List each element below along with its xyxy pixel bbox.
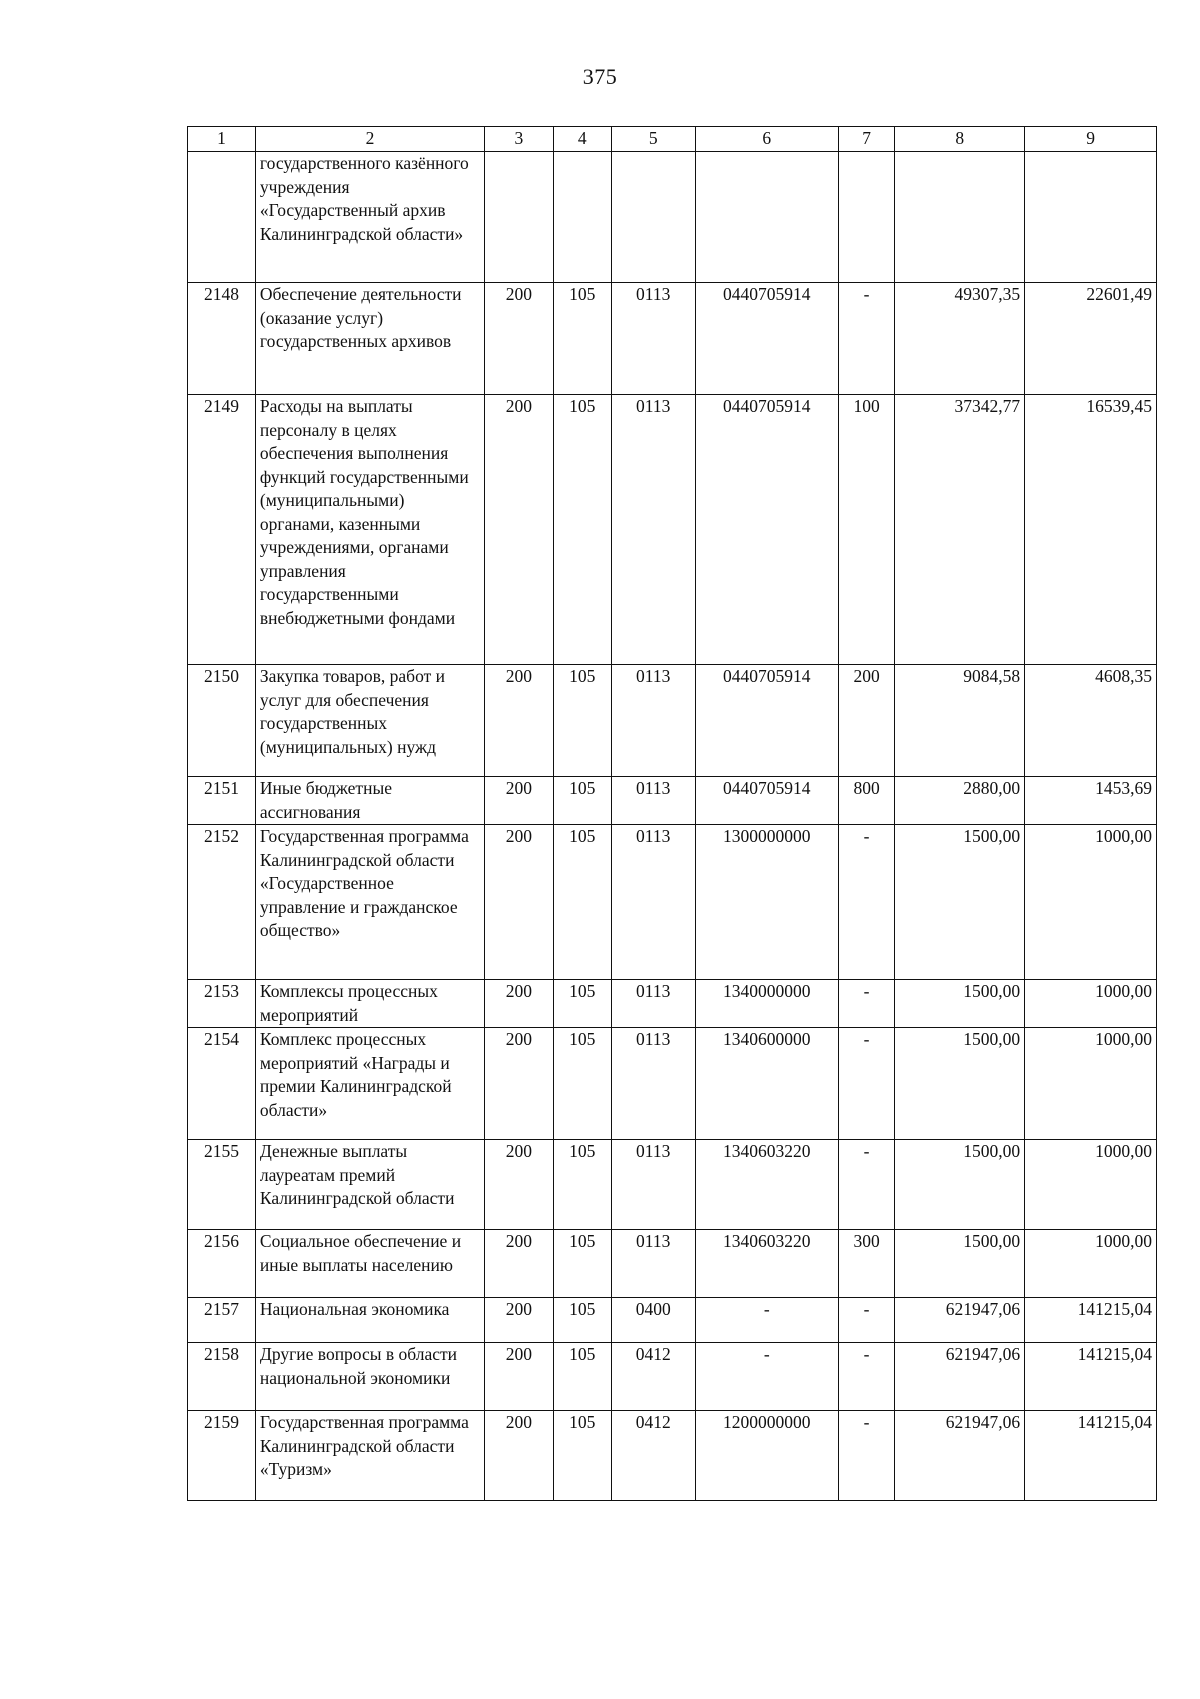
header-cell-8: 8 [895, 127, 1025, 152]
cell-col-3: 200 [484, 1298, 553, 1343]
cell-col-8: 1500,00 [895, 1230, 1025, 1298]
cell-item-name: Денежные выплаты лауреатам премий Калининградской области [255, 1140, 484, 1230]
cell-col-4: 105 [553, 980, 611, 1028]
cell-row-number: 2158 [188, 1343, 256, 1411]
cell-col-9: 1000,00 [1025, 1028, 1157, 1140]
cell-col-9: 4608,35 [1025, 665, 1157, 777]
cell-col-6: 0440705914 [695, 777, 838, 825]
cell-col-7: - [838, 283, 895, 395]
cell-col-9: 22601,49 [1025, 283, 1157, 395]
table-row [188, 1343, 1157, 1411]
cell-col-5: 0113 [611, 1230, 695, 1298]
cell-col-7: 300 [838, 1230, 895, 1298]
page-number: 375 [582, 64, 618, 89]
cell-col-6: 0440705914 [695, 283, 838, 395]
cell-col-7: - [838, 1028, 895, 1140]
cell-item-name: Расходы на выплаты персоналу в целях обеспечения выполнения функций государственными (муниципальными) органами, казенными учреждениями, органами управления государственными внебюджетными фондами [255, 395, 484, 665]
cell-col-5: 0412 [611, 1411, 695, 1501]
cell-item-name: Закупка товаров, работ и услуг для обеспечения государственных (муниципальных) нужд [255, 665, 484, 777]
cell-item-name: Обеспечение деятельности (оказание услуг) государственных архивов [255, 283, 484, 395]
cell-col-8: 1500,00 [895, 1028, 1025, 1140]
cell-col-6: 0440705914 [695, 665, 838, 777]
cell-col-5 [611, 152, 695, 283]
cell-col-3: 200 [484, 1230, 553, 1298]
header-cell-2: 2 [255, 127, 484, 152]
cell-col-6: - [695, 1343, 838, 1411]
header-cell-9: 9 [1025, 127, 1157, 152]
cell-col-8: 9084,58 [895, 665, 1025, 777]
cell-col-4: 105 [553, 1411, 611, 1501]
cell-row-number: 2155 [188, 1140, 256, 1230]
cell-col-7: 200 [838, 665, 895, 777]
cell-col-6: 0440705914 [695, 395, 838, 665]
cell-row-number: 2154 [188, 1028, 256, 1140]
cell-col-5: 0113 [611, 283, 695, 395]
cell-item-name: Национальная экономика [255, 1298, 484, 1343]
cell-row-number: 2148 [188, 283, 256, 395]
cell-col-7: 100 [838, 395, 895, 665]
table-row [188, 1298, 1157, 1343]
cell-col-8: 2880,00 [895, 777, 1025, 825]
cell-col-9: 1000,00 [1025, 825, 1157, 980]
table-row [188, 1411, 1157, 1501]
cell-item-name: Иные бюджетные ассигнования [255, 777, 484, 825]
cell-item-name: Комплексы процессных мероприятий [255, 980, 484, 1028]
cell-col-8: 1500,00 [895, 825, 1025, 980]
cell-col-7 [838, 152, 895, 283]
cell-col-9: 16539,45 [1025, 395, 1157, 665]
table-row [188, 980, 1157, 1028]
header-cell-3: 3 [484, 127, 553, 152]
header-row [188, 127, 1157, 152]
cell-col-4: 105 [553, 1298, 611, 1343]
cell-col-7: 800 [838, 777, 895, 825]
cell-col-4: 105 [553, 1140, 611, 1230]
cell-col-3: 200 [484, 1140, 553, 1230]
cell-col-8: 49307,35 [895, 283, 1025, 395]
cell-col-4: 105 [553, 283, 611, 395]
cell-item-name: Комплекс процессных мероприятий «Награды и премии Калининградской области» [255, 1028, 484, 1140]
cell-col-4: 105 [553, 825, 611, 980]
cell-col-5: 0113 [611, 395, 695, 665]
cell-col-9 [1025, 152, 1157, 283]
cell-col-8: 621947,06 [895, 1343, 1025, 1411]
cell-col-6: 1200000000 [695, 1411, 838, 1501]
cell-col-7: - [838, 980, 895, 1028]
cell-col-6: - [695, 1298, 838, 1343]
cell-col-5: 0113 [611, 825, 695, 980]
header-cell-6: 6 [695, 127, 838, 152]
cell-col-9: 1000,00 [1025, 980, 1157, 1028]
table-row [188, 1230, 1157, 1298]
cell-col-3: 200 [484, 283, 553, 395]
table-row [188, 777, 1157, 825]
cell-col-3: 200 [484, 1343, 553, 1411]
cell-col-3: 200 [484, 395, 553, 665]
table-row [188, 1140, 1157, 1230]
cell-item-name: государственного казённого учреждения «Государственный архив Калининградской области» [255, 152, 484, 283]
cell-col-6 [695, 152, 838, 283]
cell-col-5: 0412 [611, 1343, 695, 1411]
cell-col-5: 0113 [611, 1140, 695, 1230]
cell-col-7: - [838, 825, 895, 980]
cell-row-number: 2159 [188, 1411, 256, 1501]
cell-col-4: 105 [553, 395, 611, 665]
cell-row-number: 2156 [188, 1230, 256, 1298]
cell-col-5: 0113 [611, 1028, 695, 1140]
cell-col-8: 1500,00 [895, 980, 1025, 1028]
cell-col-9: 1000,00 [1025, 1230, 1157, 1298]
cell-col-8: 621947,06 [895, 1298, 1025, 1343]
cell-col-4: 105 [553, 1230, 611, 1298]
cell-col-5: 0400 [611, 1298, 695, 1343]
cell-col-6: 1340603220 [695, 1230, 838, 1298]
cell-col-7: - [838, 1411, 895, 1501]
cell-col-4 [553, 152, 611, 283]
header-cell-4: 4 [553, 127, 611, 152]
cell-col-7: - [838, 1298, 895, 1343]
cell-row-number: 2157 [188, 1298, 256, 1343]
cell-col-6: 1340600000 [695, 1028, 838, 1140]
cell-col-7: - [838, 1343, 895, 1411]
header-cell-5: 5 [611, 127, 695, 152]
cell-item-name: Социальное обеспечение и иные выплаты населению [255, 1230, 484, 1298]
cell-col-3: 200 [484, 665, 553, 777]
budget-table [187, 126, 1157, 1501]
cell-col-5: 0113 [611, 777, 695, 825]
cell-col-8 [895, 152, 1025, 283]
cell-col-9: 1453,69 [1025, 777, 1157, 825]
cell-row-number: 2150 [188, 665, 256, 777]
cell-col-6: 1300000000 [695, 825, 838, 980]
cell-col-4: 105 [553, 1028, 611, 1140]
cell-col-7: - [838, 1140, 895, 1230]
cell-row-number: 2151 [188, 777, 256, 825]
cell-col-9: 1000,00 [1025, 1140, 1157, 1230]
cell-row-number: 2153 [188, 980, 256, 1028]
cell-col-3: 200 [484, 1028, 553, 1140]
cell-item-name: Другие вопросы в области национальной экономики [255, 1343, 484, 1411]
cell-col-6: 1340603220 [695, 1140, 838, 1230]
cell-col-8: 37342,77 [895, 395, 1025, 665]
cell-col-6: 1340000000 [695, 980, 838, 1028]
cell-row-number [188, 152, 256, 283]
cell-col-9: 141215,04 [1025, 1298, 1157, 1343]
table-body [188, 152, 1157, 1501]
cell-col-4: 105 [553, 777, 611, 825]
cell-col-5: 0113 [611, 980, 695, 1028]
cell-row-number: 2149 [188, 395, 256, 665]
cell-col-5: 0113 [611, 665, 695, 777]
cell-item-name: Государственная программа Калининградской области «Государственное управление и гражданское общество» [255, 825, 484, 980]
cell-col-9: 141215,04 [1025, 1411, 1157, 1501]
table-row [188, 395, 1157, 665]
table-row [188, 1028, 1157, 1140]
header-cell-7: 7 [838, 127, 895, 152]
cell-col-8: 621947,06 [895, 1411, 1025, 1501]
cell-col-3: 200 [484, 1411, 553, 1501]
cell-col-9: 141215,04 [1025, 1343, 1157, 1411]
cell-col-3 [484, 152, 553, 283]
table-row [188, 825, 1157, 980]
cell-col-4: 105 [553, 1343, 611, 1411]
header-cell-1: 1 [188, 127, 256, 152]
cell-item-name: Государственная программа Калининградской области «Туризм» [255, 1411, 484, 1501]
cell-col-8: 1500,00 [895, 1140, 1025, 1230]
cell-row-number: 2152 [188, 825, 256, 980]
cell-col-3: 200 [484, 980, 553, 1028]
cell-col-4: 105 [553, 665, 611, 777]
table-row [188, 283, 1157, 395]
cell-col-3: 200 [484, 825, 553, 980]
table-row [188, 152, 1157, 283]
cell-col-3: 200 [484, 777, 553, 825]
table-row [188, 665, 1157, 777]
